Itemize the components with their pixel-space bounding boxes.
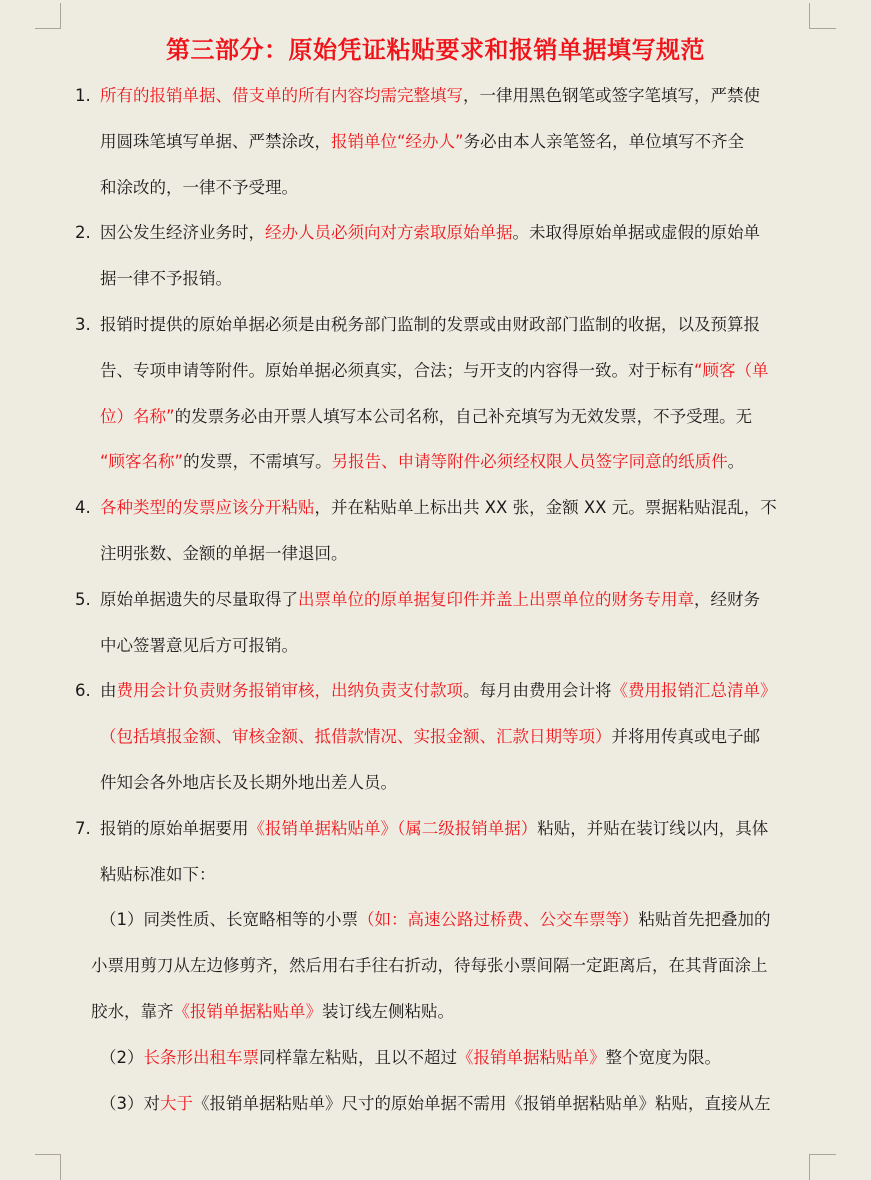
- emphasized-text: 各种类型的发票应该分开粘贴: [100, 498, 315, 518]
- emphasized-text: “顾客名称”: [100, 452, 184, 472]
- emphasized-text: 大于: [160, 1093, 193, 1113]
- emphasized-text: 费用会计负责财务报销审核，出纳负责支付款项: [116, 681, 463, 701]
- document-title: 第三部分：原始凭证粘贴要求和报销单据填写规范: [166, 36, 705, 64]
- body-text: 整个宽度为限。: [605, 1047, 721, 1067]
- text-line: [100, 634, 298, 658]
- emphasized-text: （包括填报金额、审核金额、抵借款情况、实报金额、汇款日期等项）: [100, 727, 612, 747]
- page-corner-mark-top-right: [809, 3, 836, 29]
- body-text: 据一律不予报销。: [100, 269, 232, 289]
- body-text: 《报销单据粘贴单》尺寸的原始单据不需用《报销单据粘贴单》粘贴，直接从左: [193, 1093, 771, 1113]
- text-line: [100, 405, 752, 429]
- text-line: [100, 542, 348, 566]
- body-text: 。: [727, 452, 745, 472]
- text-line: [100, 267, 232, 291]
- body-text: 。未取得原始单据或虚假的原始单: [512, 223, 760, 243]
- emphasized-text: 《报销单据粘贴单》: [457, 1047, 606, 1067]
- emphasized-text: 《报销单据粘贴单》（属二级报销单据）: [248, 818, 538, 838]
- text-line: [100, 176, 298, 200]
- body-text: ，经财务: [694, 589, 760, 609]
- body-text: 告、专项申请等附件。原始单据必须真实，合法；与开支的内容得一致。对于标有: [100, 360, 694, 380]
- list-item-number: 4.: [75, 498, 91, 518]
- text-line: [100, 1046, 721, 1070]
- body-text: 因公发生经济业务时，: [100, 223, 265, 243]
- text-line: [100, 1092, 771, 1116]
- body-text: 的发票，不需填写。: [183, 452, 332, 472]
- text-line: [100, 496, 777, 520]
- body-text: 件知会各外地店长及长期外地出差人员。: [100, 773, 397, 792]
- emphasized-text: 位）名称”: [100, 406, 175, 426]
- page-corner-mark-top-left: [35, 3, 61, 29]
- text-line: [100, 588, 760, 612]
- body-text: （3）对: [100, 1093, 160, 1113]
- list-item-number: 2.: [75, 223, 91, 243]
- emphasized-text: 《报销单据粘贴单》: [173, 1002, 322, 1021]
- body-text: 粘贴首先把叠加的: [638, 910, 771, 930]
- text-line: [100, 359, 769, 383]
- text-line: [100, 908, 771, 932]
- text-line: [91, 954, 768, 978]
- body-text: 注明张数、金额的单据一律退回。: [100, 544, 348, 563]
- body-text: 用圆珠笔填写单据、严禁涂改，: [100, 131, 331, 151]
- list-item-number: 1.: [75, 86, 91, 105]
- emphasized-text: 长条形出租车票: [143, 1047, 259, 1067]
- body-text: 务必由本人亲笔签名，单位填写不齐全: [463, 131, 745, 151]
- text-line: [100, 450, 744, 474]
- emphasized-text: 所有的报销单据、借支单的所有内容均需完整填写: [100, 86, 463, 105]
- body-text: ，并在粘贴单上标出共 XX 张，金额 XX 元。票据粘贴混乱，不: [314, 498, 777, 518]
- text-line: [100, 817, 768, 841]
- emphasized-text: 出票单位的原单据复印件并盖上出票单位的财务专用章: [298, 589, 694, 609]
- text-line: [100, 313, 760, 337]
- body-text: 并将用传真或电子邮: [611, 727, 760, 747]
- list-item-number: 7.: [75, 818, 91, 838]
- emphasized-text: （如：高速公路过桥费、公交车票等）: [358, 910, 639, 930]
- text-line: [100, 221, 760, 245]
- body-text: 同样靠左粘贴，且以不超过: [259, 1047, 457, 1067]
- body-text: 的发票务必由开票人填写本公司名称，自己补充填写为无效发票，不予受理。无: [174, 406, 753, 426]
- body-text: 粘贴，并贴在装订线以内，具体: [537, 818, 769, 838]
- body-text: ，一律用黑色钢笔或签字笔填写，严禁使: [463, 86, 760, 105]
- emphasized-text: 经办人员必须向对方索取原始单据: [265, 223, 513, 243]
- emphasized-text: “顾客（单: [694, 360, 769, 380]
- body-text: 报销时提供的原始单据必须是由税务部门监制的发票或由财政部门监制的收据，以及预算报: [100, 315, 760, 334]
- body-text: 由: [100, 681, 117, 701]
- text-line: [100, 771, 397, 795]
- body-text: 小票用剪刀从左边修剪齐，然后用右手往右折动，待每张小票间隔一定距离后，在其背面涂上: [91, 956, 768, 976]
- body-text: 报销的原始单据要用: [100, 818, 249, 838]
- page-corner-mark-bottom-left: [35, 1154, 61, 1180]
- body-text: 。每月由费用会计将: [463, 681, 612, 701]
- body-text: 胶水，靠齐: [91, 1002, 174, 1021]
- body-text: 和涂改的，一律不予受理。: [100, 177, 298, 197]
- emphasized-text: 《费用报销汇总清单》: [611, 681, 777, 701]
- body-text: 原始单据遗失的尽量取得了: [100, 589, 298, 609]
- emphasized-text: 报销单位“经办人”: [331, 131, 464, 151]
- text-line: [100, 725, 760, 749]
- page-corner-mark-bottom-right: [809, 1154, 836, 1180]
- text-line: [100, 679, 777, 703]
- emphasized-text: 另报告、申请等附件必须经权限人员签字同意的纸质件: [331, 452, 728, 472]
- text-line: [100, 863, 216, 887]
- body-text: （1）同类性质、长宽略相等的小票: [100, 910, 358, 930]
- body-text: 中心签署意见后方可报销。: [100, 635, 298, 655]
- body-text: 装订线左侧粘贴。: [322, 1002, 454, 1021]
- body-text: （2）: [100, 1047, 144, 1067]
- list-item-number: 6.: [75, 681, 91, 701]
- text-line: [100, 84, 760, 108]
- list-item-number: 5.: [75, 589, 91, 609]
- text-line: [91, 1000, 454, 1024]
- body-text: 粘贴标准如下：: [100, 864, 216, 884]
- text-line: [100, 130, 744, 154]
- list-item-number: 3.: [75, 315, 91, 334]
